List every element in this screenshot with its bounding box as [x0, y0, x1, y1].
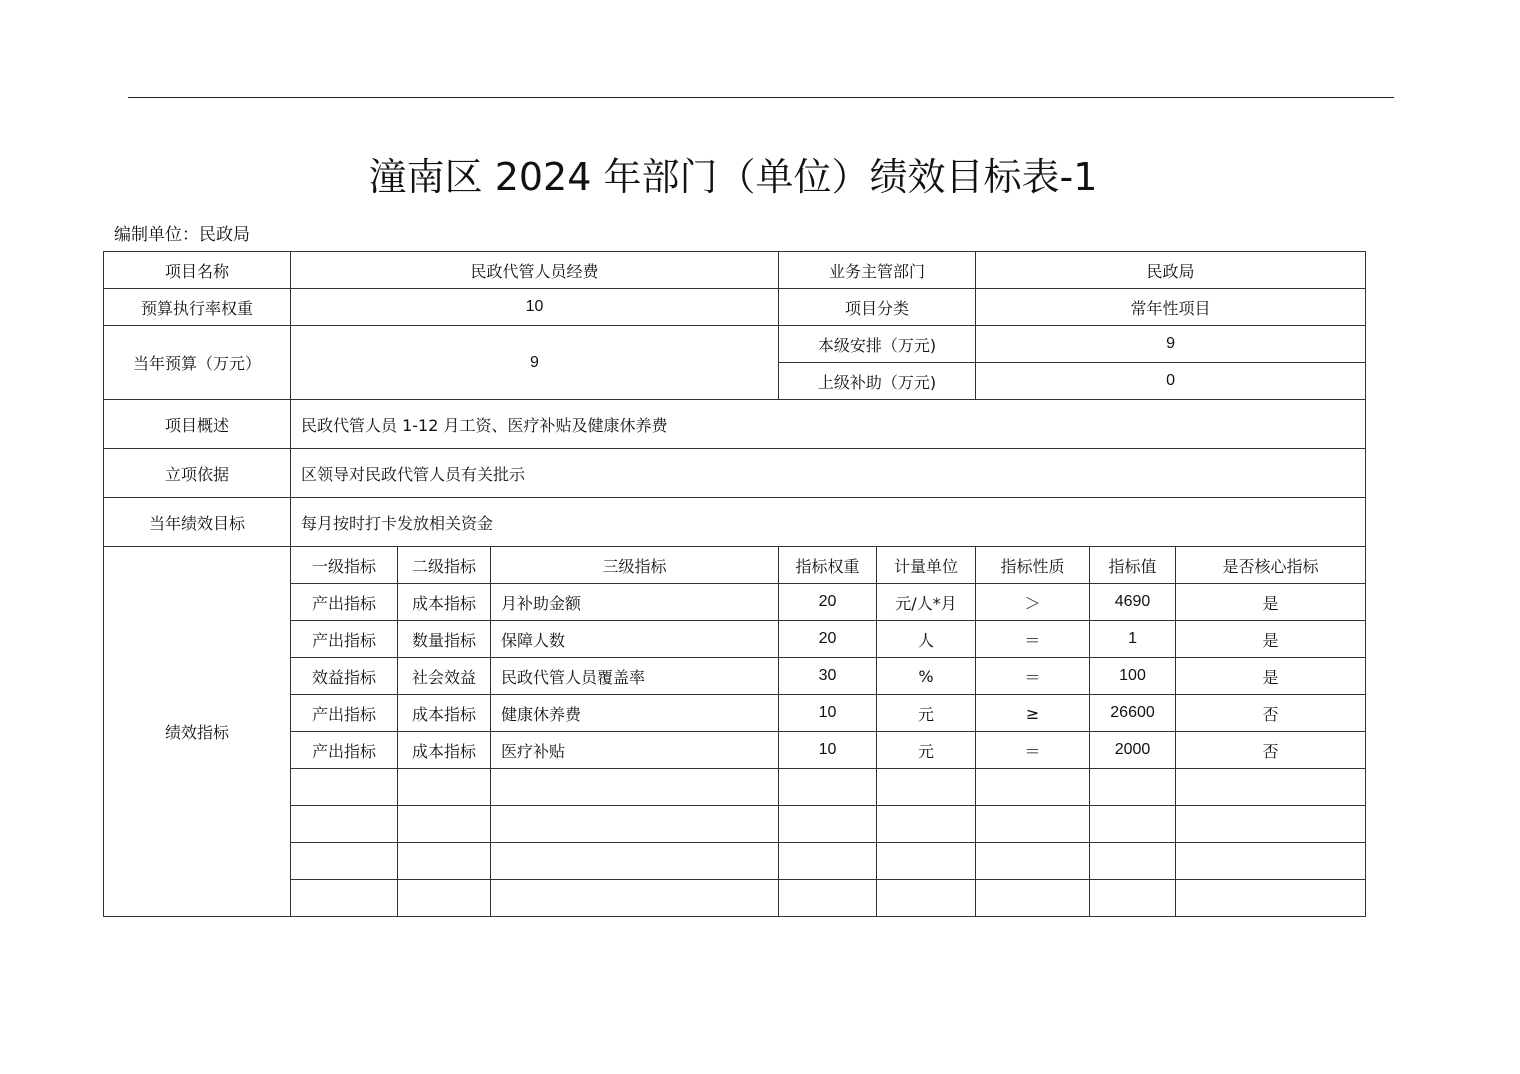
table-row	[104, 400, 1366, 449]
indicator-cell: 月补助金额	[491, 584, 779, 621]
project-name-value: 民政代管人员经费	[291, 252, 779, 289]
indicator-cell: 人	[877, 621, 976, 658]
indicator-cell	[976, 769, 1090, 806]
dept-value: 民政局	[976, 252, 1366, 289]
indicator-cell: 是	[1176, 658, 1366, 695]
indicator-cell	[779, 880, 877, 917]
indicator-cell: %	[877, 658, 976, 695]
indicator-cell	[491, 806, 779, 843]
goal-label: 当年绩效目标	[104, 498, 291, 547]
basis-label: 立项依据	[104, 449, 291, 498]
table-row	[104, 695, 1366, 732]
indicator-cell: 成本指标	[398, 584, 491, 621]
indicator-cell: 是	[1176, 621, 1366, 658]
indicator-cell	[877, 843, 976, 880]
overview-value: 民政代管人员 1-12 月工资、医疗补贴及健康休养费	[291, 400, 1366, 449]
indicator-cell	[779, 769, 877, 806]
indicator-cell: ＝	[976, 658, 1090, 695]
table-row	[104, 806, 1366, 843]
basis-value: 区领导对民政代管人员有关批示	[291, 449, 1366, 498]
dept-label: 业务主管部门	[779, 252, 976, 289]
indicator-cell	[1176, 769, 1366, 806]
indicator-cell	[1090, 769, 1176, 806]
indicator-cell	[491, 769, 779, 806]
budget-label: 当年预算（万元）	[104, 326, 291, 400]
indicator-cell: 产出指标	[291, 621, 398, 658]
indicator-cell	[1090, 880, 1176, 917]
performance-target-table	[103, 251, 1366, 917]
indicator-cell	[1090, 806, 1176, 843]
indicator-cell: 20	[779, 621, 877, 658]
indicator-cell: 10	[779, 695, 877, 732]
indicator-cell	[491, 880, 779, 917]
indicator-cell: 30	[779, 658, 877, 695]
indicator-cell	[291, 806, 398, 843]
indicator-cell: 元	[877, 695, 976, 732]
table-row	[104, 252, 1366, 289]
weight-label: 预算执行率权重	[104, 289, 291, 326]
table-row	[104, 449, 1366, 498]
indicator-cell: 26600	[1090, 695, 1176, 732]
table-row	[104, 732, 1366, 769]
table-row	[104, 289, 1366, 326]
indicator-cell: 社会效益	[398, 658, 491, 695]
indicator-cell	[1176, 843, 1366, 880]
indicator-cell: 产出指标	[291, 732, 398, 769]
indicator-header-cell: 三级指标	[491, 547, 779, 584]
indicator-cell: 10	[779, 732, 877, 769]
indicator-cell	[976, 843, 1090, 880]
indicator-header-cell: 计量单位	[877, 547, 976, 584]
indicator-cell: 成本指标	[398, 732, 491, 769]
upper-subsidy-label: 上级补助（万元)	[779, 363, 976, 400]
category-label: 项目分类	[779, 289, 976, 326]
indicator-cell: 成本指标	[398, 695, 491, 732]
indicator-header-cell: 指标权重	[779, 547, 877, 584]
weight-value: 10	[291, 289, 779, 326]
table-row	[104, 658, 1366, 695]
indicator-header-cell: 二级指标	[398, 547, 491, 584]
table-row	[104, 843, 1366, 880]
indicator-cell	[291, 769, 398, 806]
indicator-cell: 1	[1090, 621, 1176, 658]
indicator-cell: 产出指标	[291, 695, 398, 732]
indicator-cell	[291, 843, 398, 880]
indicator-cell	[398, 769, 491, 806]
page-title: 潼南区 2024 年部门（单位）绩效目标表-1	[368, 155, 1098, 199]
indicator-cell: 是	[1176, 584, 1366, 621]
indicator-cell: ＝	[976, 621, 1090, 658]
indicator-header-cell: 一级指标	[291, 547, 398, 584]
local-budget-value: 9	[976, 326, 1366, 363]
indicator-cell	[779, 843, 877, 880]
indicator-cell: 效益指标	[291, 658, 398, 695]
indicator-cell: ＝	[976, 732, 1090, 769]
table-row	[104, 584, 1366, 621]
indicator-cell	[398, 880, 491, 917]
indicators-label: 绩效指标	[104, 547, 291, 917]
category-value: 常年性项目	[976, 289, 1366, 326]
indicator-cell	[877, 769, 976, 806]
indicator-cell: ≥	[976, 695, 1090, 732]
indicator-cell: 保障人数	[491, 621, 779, 658]
header-rule	[128, 97, 1394, 98]
indicator-cell	[398, 843, 491, 880]
table-row	[104, 621, 1366, 658]
overview-label: 项目概述	[104, 400, 291, 449]
indicator-cell: 健康休养费	[491, 695, 779, 732]
indicator-cell: 产出指标	[291, 584, 398, 621]
indicator-cell: 元	[877, 732, 976, 769]
local-budget-label: 本级安排（万元)	[779, 326, 976, 363]
budget-value: 9	[291, 326, 779, 400]
table-row	[104, 769, 1366, 806]
indicator-cell	[976, 880, 1090, 917]
indicator-header-cell: 是否核心指标	[1176, 547, 1366, 584]
indicator-cell	[291, 880, 398, 917]
indicator-cell: 否	[1176, 695, 1366, 732]
indicator-cell	[976, 806, 1090, 843]
indicator-cell: 20	[779, 584, 877, 621]
upper-subsidy-value: 0	[976, 363, 1366, 400]
indicator-cell: 数量指标	[398, 621, 491, 658]
indicator-cell: ＞	[976, 584, 1090, 621]
indicator-cell	[779, 806, 877, 843]
indicator-header-cell: 指标性质	[976, 547, 1090, 584]
table-row	[104, 326, 1366, 363]
indicator-cell: 4690	[1090, 584, 1176, 621]
indicator-cell: 民政代管人员覆盖率	[491, 658, 779, 695]
table-row	[104, 498, 1366, 547]
indicator-cell: 100	[1090, 658, 1176, 695]
indicator-cell	[1176, 806, 1366, 843]
indicator-header-cell: 指标值	[1090, 547, 1176, 584]
indicator-cell: 医疗补贴	[491, 732, 779, 769]
indicator-cell	[877, 806, 976, 843]
indicator-cell	[398, 806, 491, 843]
indicator-cell	[1090, 843, 1176, 880]
indicator-cell	[491, 843, 779, 880]
indicator-cell: 2000	[1090, 732, 1176, 769]
indicator-cell: 元/人*月	[877, 584, 976, 621]
indicator-cell	[1176, 880, 1366, 917]
indicator-cell: 否	[1176, 732, 1366, 769]
indicator-cell	[877, 880, 976, 917]
indicator-header-row	[104, 547, 1366, 584]
compiling-unit: 编制单位：民政局	[114, 225, 250, 245]
project-name-label: 项目名称	[104, 252, 291, 289]
goal-value: 每月按时打卡发放相关资金	[291, 498, 1366, 547]
table-row	[104, 880, 1366, 917]
